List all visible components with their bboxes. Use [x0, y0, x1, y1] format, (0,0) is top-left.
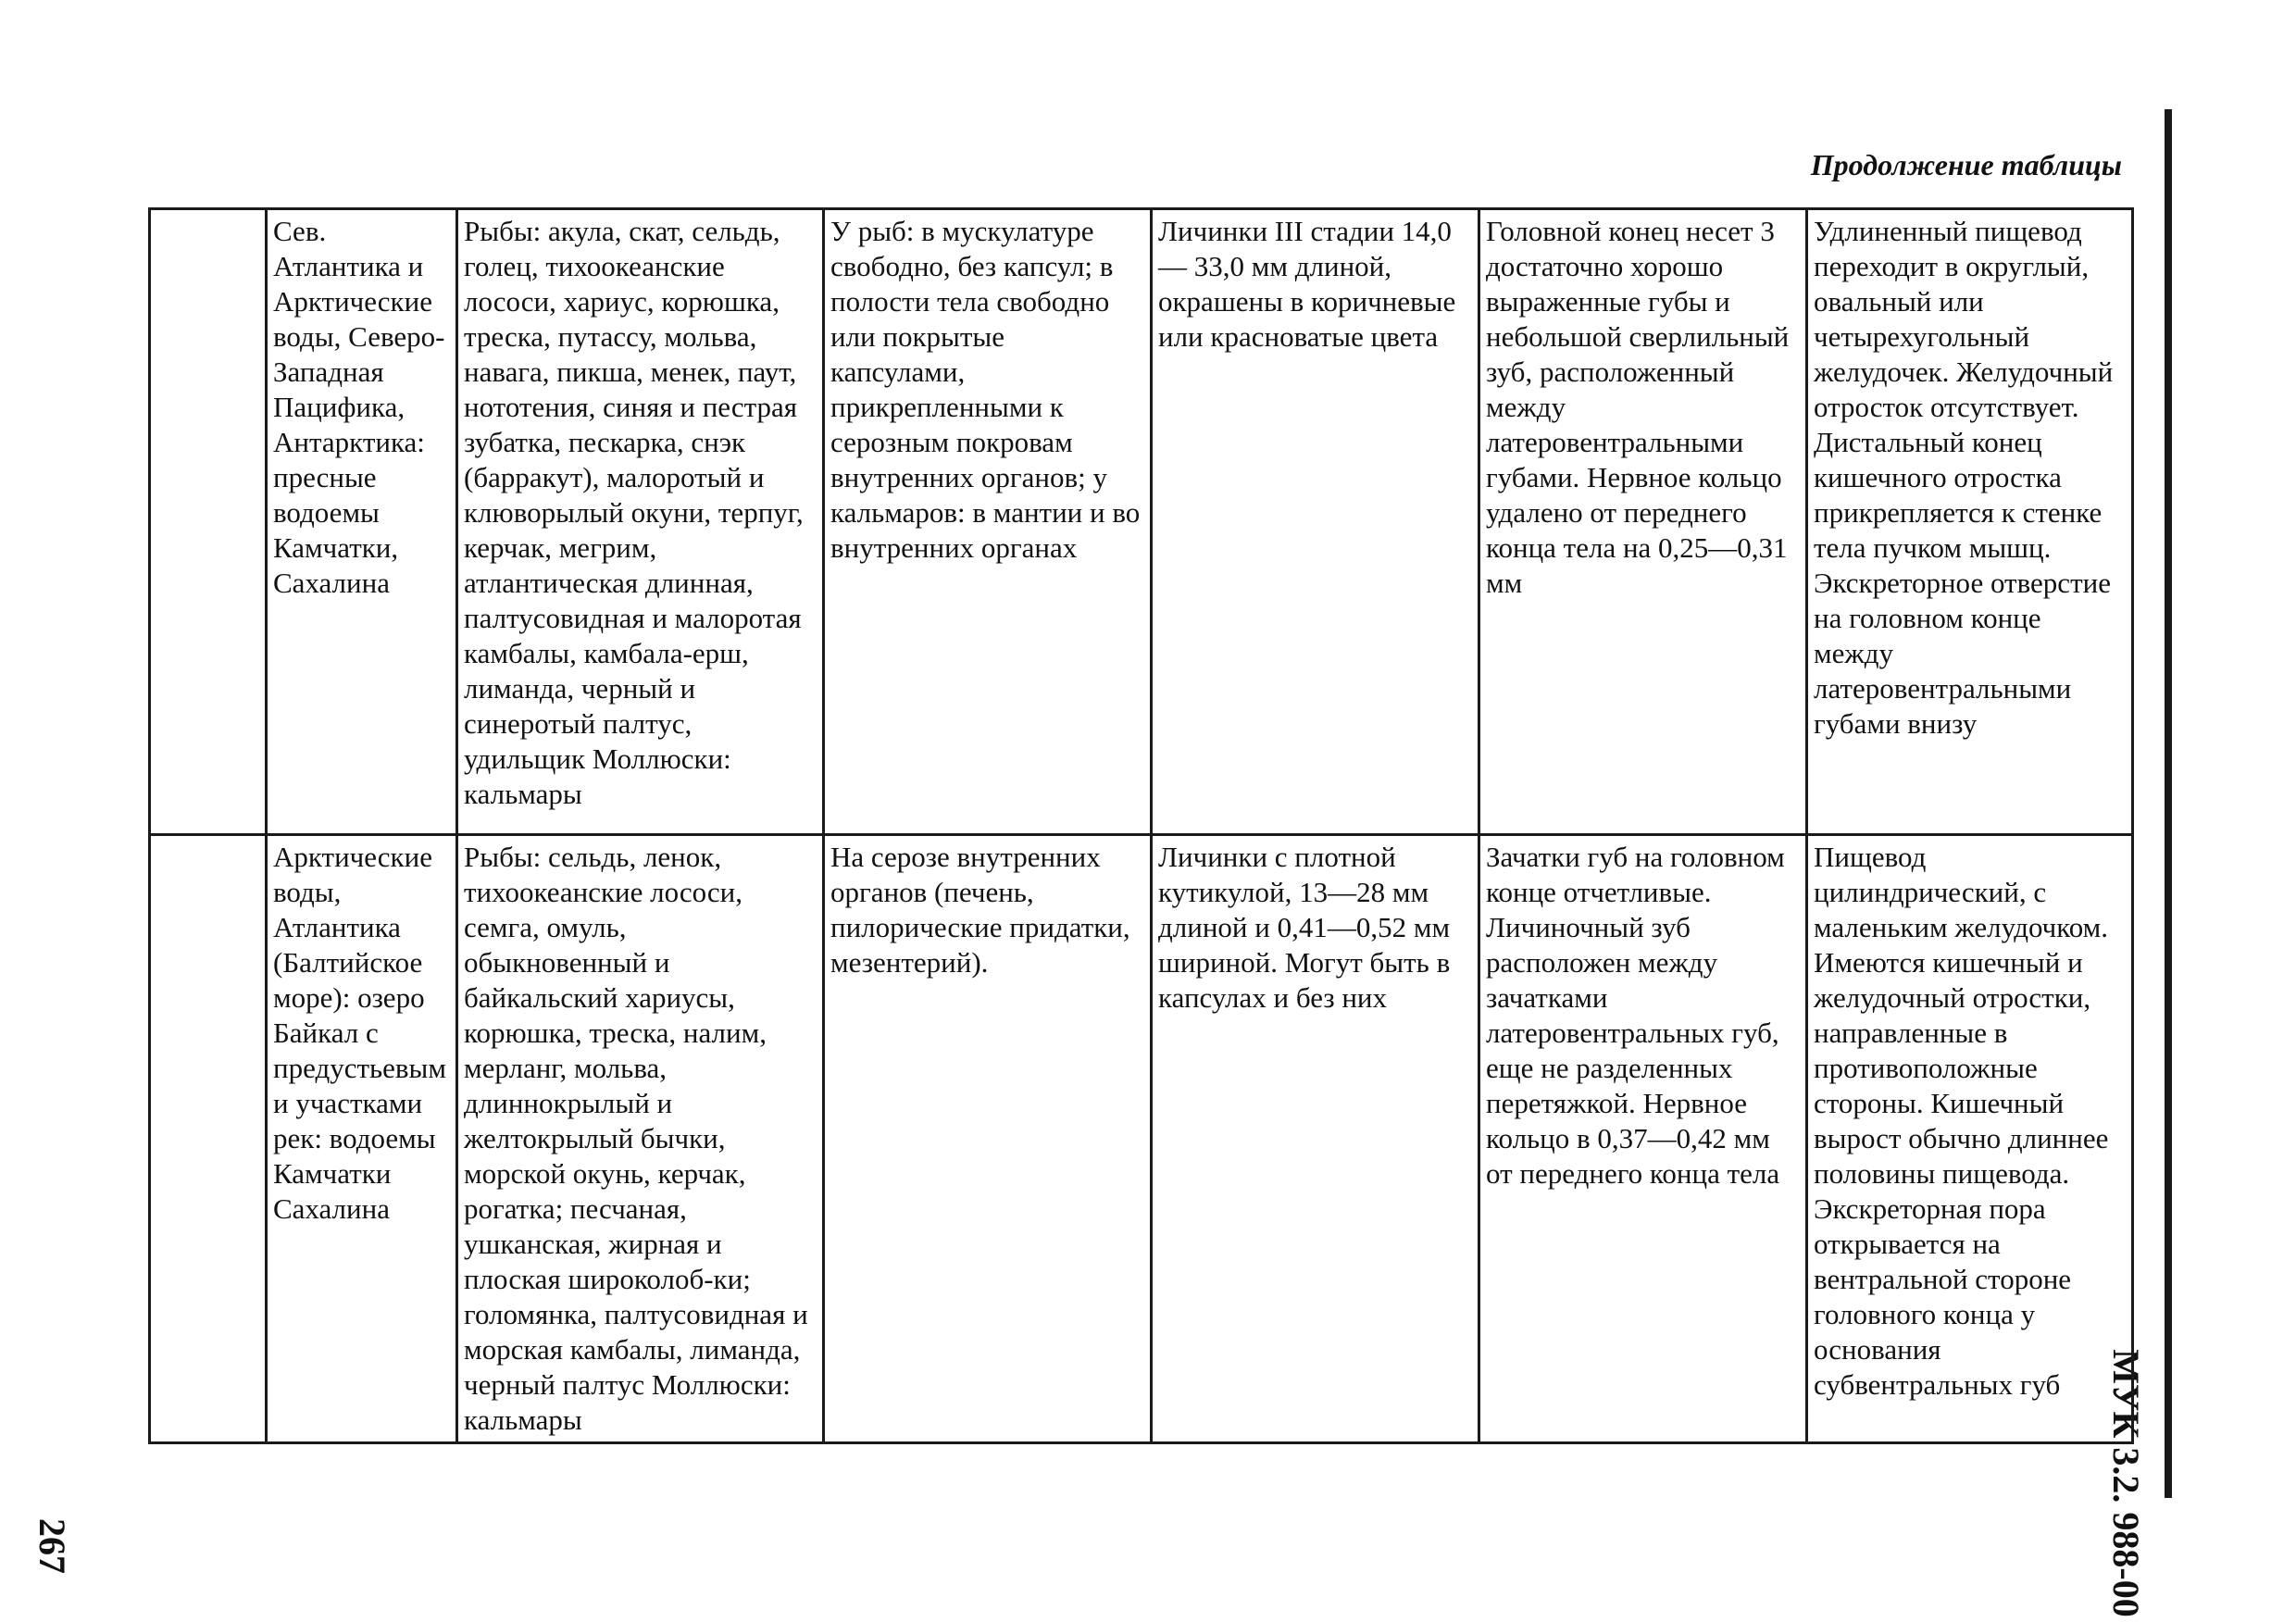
table-row [150, 835, 2133, 1443]
hosts-cell: Рыбы: акула, скат, сельдь, голец, тихоокеанские лососи, хариус, корюшка, треска, путассу, мольва, навага, пикша, менек, паут, нототения, синяя и пестрая зубатка, пескарка, снэк (барракут), малоротый и клюворылый окуни, терпуг, керчак, мегрим, атлантическая длинная, палтусовидная и малоротая камбалы, камбала-ерш, лиманда, черный и синеротый палтус, удильщик Моллюски: кальмары [457, 209, 824, 835]
larvae-cell: Личинки III стадии 14,0— 33,0 мм длиной, окрашены в коричневые или красноватые цвета [1152, 209, 1479, 835]
head-end-cell: Головной конец несет 3 достаточно хорошо выраженные губы и небольшой сверлильный зуб, расположенный между латеровентральными губами. Нервное кольцо удалено от переднего конца тела на 0,25—0,31 мм [1479, 209, 1807, 835]
anatomy-cell: Удлиненный пищевод переходит в округлый, овальный или четырехугольный желудочек. Желудочный отросток отсутствует. Дистальный конец кишечного отростка прикрепляется к стенке тела пучком мышц. Экскреторное отверстие на головном конце между латеровентральными губами внизу [1807, 209, 2133, 835]
localization-cell: На серозе внутренних органов (печень, пилорические придатки, мезентерий). [824, 835, 1152, 1443]
margin-rule [2165, 109, 2172, 1498]
anatomy-cell: Пищевод цилиндрический, с маленьким желудочком. Имеются кишечный и желудочный отростки, направленные в противоположные стороны. Кишечный вырост обычно длиннее половины пищевода. Экскреторная пора открывается на вентральной стороне головного конца у основания субвентральных губ [1807, 835, 2133, 1443]
species-cell [150, 835, 267, 1443]
distribution-cell: Сев. Атлантика и Арктические воды, Северо-Западная Пацифика, Антарктика: пресные водоемы Камчатки, Сахалина [267, 209, 457, 835]
distribution-cell: Арктические воды, Атлантика (Балтийское море): озеро Байкал с предустьевыми участками рек: водоемы Камчатки Сахалина [267, 835, 457, 1443]
hosts-cell: Рыбы: сельдь, ленок, тихоокеанские лососи, семга, омуль, обыкновенный и байкальский хариусы, корюшка, треска, налим, мерланг, мольва, длиннокрылый и желтокрылый бычки, морской окунь, керчак, рогатка; песчаная, ушканская, жирная и плоская широколоб-ки; голомянка, палтусовидная и морская камбалы, лиманда, черный палтус Моллюски: кальмары [457, 835, 824, 1443]
species-cell [150, 209, 267, 835]
parasite-table [148, 207, 2134, 1444]
running-head: МУК 3.2. 988-00 [2105, 1349, 2147, 1617]
table-continuation-caption: Продолжение таблицы [1810, 148, 2122, 181]
larvae-cell: Личинки с плотной кутикулой, 13—28 мм длиной и 0,41—0,52 мм шириной. Могут быть в капсулах и без них [1152, 835, 1479, 1443]
table-row [150, 209, 2133, 835]
head-end-cell: Зачатки губ на головном конце отчетливые. Личиночный зуб расположен между зачатками латеровентральных губ, еще не разделенных перетяжкой. Нервное кольцо в 0,37—0,42 мм от переднего конца тела [1479, 835, 1807, 1443]
page-number: 267 [31, 1518, 73, 1574]
localization-cell: У рыб: в мускулатуре свободно, без капсул; в полости тела свободно или покрытые капсулами, прикрепленными к серозным покровам внутренних органов; у кальмаров: в мантии и во внутренних органах [824, 209, 1152, 835]
